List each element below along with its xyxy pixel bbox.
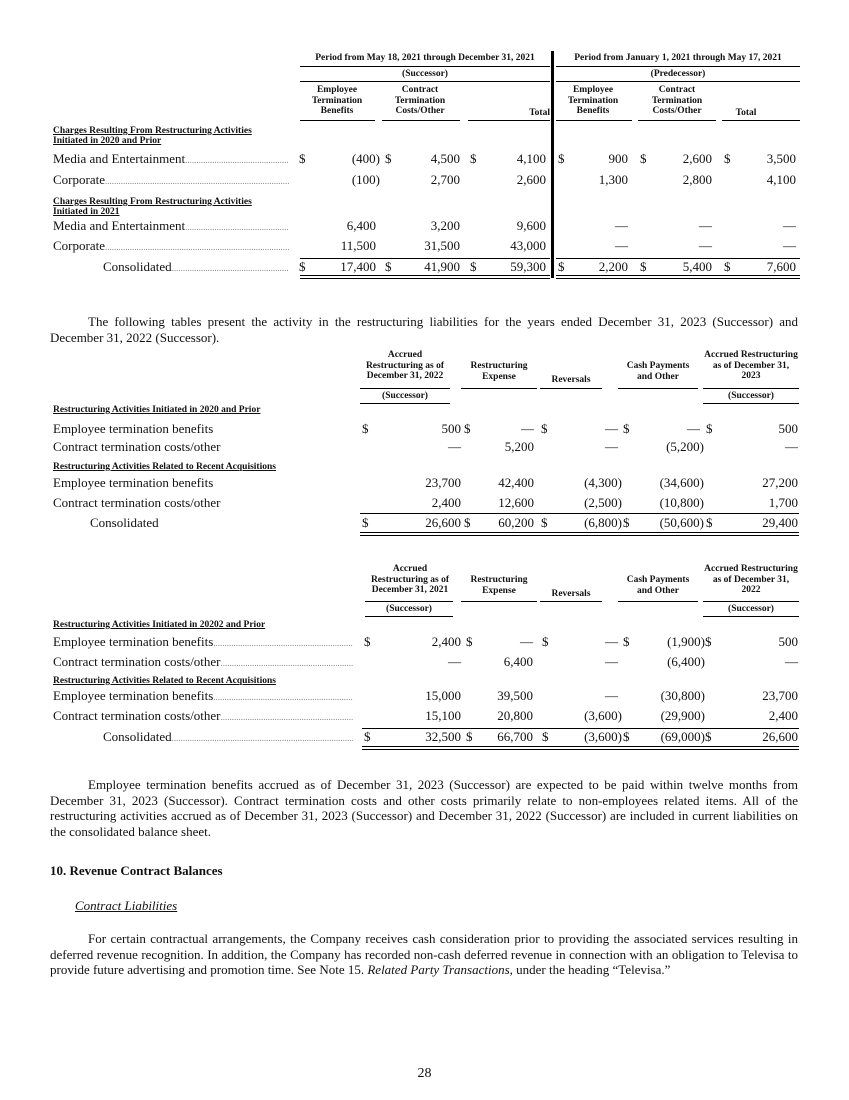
cell-value: —	[605, 634, 618, 649]
cell-value: 2,400	[431, 495, 461, 510]
row-label-text: Consolidated	[103, 259, 172, 274]
currency-symbol: $	[470, 259, 477, 274]
cell-value: (50,600)	[659, 515, 704, 530]
col-employee-termination: Employee Termination Benefits	[567, 85, 619, 116]
row-label-text: Employee termination benefits	[53, 475, 214, 490]
currency-symbol: $	[362, 421, 369, 436]
cell-value: 6,400	[346, 218, 376, 233]
cell-value: 500	[778, 421, 798, 436]
cell-value: 26,600	[762, 729, 798, 744]
currency-symbol: $	[385, 259, 392, 274]
cell-value: (6,400)	[667, 654, 705, 669]
cell-value: 42,400	[498, 475, 534, 490]
cell-value: —	[605, 654, 618, 669]
currency-symbol: $	[470, 151, 477, 166]
table-row	[0, 633, 849, 651]
period-predecessor-header: Period from January 1, 2021 through May 17, 2021	[574, 53, 782, 63]
row-label-text: Contract termination costs/other	[53, 439, 221, 454]
cell-value: 500	[441, 421, 461, 436]
cell-value: 2,400	[768, 708, 798, 723]
col-accrued-start: Accrued Restructuring as of December 31, 2021	[370, 564, 450, 595]
row-label-text: Employee termination benefits	[53, 634, 214, 649]
row-label	[53, 653, 353, 672]
cell-value: 900	[608, 151, 628, 166]
cell-value: 2,200	[598, 259, 628, 274]
cell-value: 1,300	[598, 172, 628, 187]
row-label	[53, 494, 221, 512]
col-restructuring-expense: Restructuring Expense	[470, 575, 528, 596]
section-label: Charges Resulting From Restructuring Activities Initiated in 2020 and Prior	[53, 126, 252, 146]
table-row	[0, 217, 849, 235]
cell-value: —	[448, 439, 461, 454]
row-label-text: Media and Entertainment	[53, 218, 186, 233]
cell-value: (5,200)	[666, 439, 704, 454]
currency-symbol: $	[364, 729, 371, 744]
table-row	[0, 237, 849, 255]
currency-symbol: $	[362, 515, 369, 530]
currency-symbol: $	[364, 634, 371, 649]
currency-symbol: $	[724, 151, 731, 166]
cell-value: 32,500	[425, 729, 461, 744]
cell-value: 2,700	[430, 172, 460, 187]
currency-symbol: $	[705, 729, 712, 744]
cell-value: 31,500	[424, 238, 460, 253]
subsection-heading: Contract Liabilities	[75, 898, 178, 913]
cell-value: 3,200	[430, 218, 460, 233]
cell-value: (1,900)	[667, 634, 705, 649]
currency-symbol: $	[623, 421, 630, 436]
cell-value: 5,400	[682, 259, 712, 274]
row-label	[103, 258, 289, 277]
currency-symbol: $	[466, 634, 473, 649]
table-row	[0, 474, 849, 492]
cell-value: 29,400	[762, 515, 798, 530]
cell-value: 23,700	[425, 475, 461, 490]
cell-value: 9,600	[516, 218, 546, 233]
successor-tag: (Successor)	[382, 391, 428, 401]
col-total: Total	[529, 108, 550, 118]
currency-symbol: $	[542, 729, 549, 744]
cell-value: —	[605, 421, 618, 436]
cell-value: 43,000	[510, 238, 546, 253]
cell-value: 2,600	[682, 151, 712, 166]
cell-value: —	[687, 421, 700, 436]
cell-value: 15,000	[425, 688, 461, 703]
cell-value: —	[520, 634, 533, 649]
cell-value: —	[699, 238, 712, 253]
successor-tag: (Successor)	[386, 604, 432, 614]
cell-value: —	[521, 421, 534, 436]
table-row	[0, 438, 849, 456]
row-label	[53, 438, 221, 456]
currency-symbol: $	[724, 259, 731, 274]
row-label-text: Employee termination benefits	[53, 421, 214, 436]
currency-symbol: $	[623, 634, 630, 649]
table-row	[0, 653, 849, 671]
cell-value: 66,700	[497, 729, 533, 744]
row-label	[53, 707, 353, 726]
cell-value: 2,600	[516, 172, 546, 187]
cell-value: (10,800)	[659, 495, 704, 510]
cell-value: —	[699, 218, 712, 233]
currency-symbol: $	[705, 634, 712, 649]
cell-value: 12,600	[498, 495, 534, 510]
cell-value: 20,800	[497, 708, 533, 723]
row-label-text: Media and Entertainment	[53, 151, 186, 166]
table-row	[0, 494, 849, 512]
successor-tag: (Successor)	[728, 391, 774, 401]
currency-symbol: $	[385, 151, 392, 166]
currency-symbol: $	[640, 151, 647, 166]
currency-symbol: $	[558, 151, 565, 166]
cell-value: (69,000)	[660, 729, 705, 744]
cell-value: 41,900	[424, 259, 460, 274]
section-label: Restructuring Activities Related to Recent Acquisitions	[53, 676, 276, 686]
col-total: Total	[735, 108, 757, 118]
cell-value: 3,500	[766, 151, 796, 166]
successor-tag: (Successor)	[402, 69, 448, 79]
row-label-text: Corporate	[53, 238, 105, 253]
cell-value: —	[448, 654, 461, 669]
cell-value: 15,100	[425, 708, 461, 723]
row-label	[53, 237, 289, 256]
currency-symbol: $	[542, 634, 549, 649]
cell-value: 26,600	[425, 515, 461, 530]
cell-value: (400)	[351, 151, 380, 166]
table-row	[0, 171, 849, 189]
row-label	[53, 171, 289, 190]
cell-value: 2,800	[682, 172, 712, 187]
cell-value: (30,800)	[660, 688, 705, 703]
cell-value: 11,500	[340, 238, 376, 253]
col-cash-payments: Cash Payments and Other	[626, 361, 690, 382]
cell-value: —	[785, 654, 798, 669]
cell-value: 1,700	[768, 495, 798, 510]
cell-value: 6,400	[503, 654, 533, 669]
currency-symbol: $	[706, 421, 713, 436]
cell-value: (4,300)	[584, 475, 622, 490]
cell-value: (3,600)	[584, 729, 622, 744]
currency-symbol: $	[541, 515, 548, 530]
row-label	[53, 150, 289, 169]
currency-symbol: $	[558, 259, 565, 274]
successor-tag: (Successor)	[728, 604, 774, 614]
cell-value: (3,600)	[584, 708, 622, 723]
cell-value: 7,600	[766, 259, 796, 274]
section-label: Restructuring Activities Related to Recent Acquisitions	[53, 462, 276, 472]
row-label-text: Contract termination costs/other	[53, 708, 221, 723]
table-row	[0, 687, 849, 705]
table-row	[0, 707, 849, 725]
row-label	[103, 728, 353, 747]
col-accrued-end: Accrued Restructuring as of December 31, 2022	[704, 564, 798, 595]
cell-value: 2,400	[431, 634, 461, 649]
page-number: 28	[417, 1066, 432, 1081]
cell-value: (2,500)	[584, 495, 622, 510]
col-employee-termination: Employee Termination Benefits	[311, 85, 363, 116]
currency-symbol: $	[541, 421, 548, 436]
cell-value: 59,300	[510, 259, 546, 274]
cell-value: —	[783, 238, 796, 253]
cell-value: 23,700	[762, 688, 798, 703]
section-label: Restructuring Activities Initiated in 20202 and Prior	[53, 620, 266, 630]
cell-value: 4,500	[430, 151, 460, 166]
row-label-text: Consolidated	[103, 729, 172, 744]
row-label	[53, 420, 213, 438]
cell-value: (6,800)	[584, 515, 622, 530]
cell-value: 39,500	[497, 688, 533, 703]
table-row	[0, 728, 849, 746]
table-row	[0, 150, 849, 168]
row-label	[53, 474, 213, 492]
cell-value: 5,200	[504, 439, 534, 454]
cell-value: —	[785, 439, 798, 454]
table-row	[0, 258, 849, 276]
col-accrued-start: Accrued Restructuring as of December 31, 2022	[365, 350, 445, 381]
currency-symbol: $	[464, 421, 471, 436]
row-label-text: Employee termination benefits	[53, 688, 214, 703]
row-label	[53, 633, 353, 652]
cell-value: —	[605, 688, 618, 703]
intro-paragraph: The following tables present the activity in the restructuring liabilities for the years ended December 31, 2023 (Successor) and December 31, 2022 (Successor).	[50, 314, 798, 345]
row-label-text: Contract termination costs/other	[53, 495, 221, 510]
currency-symbol: $	[623, 515, 630, 530]
currency-symbol: $	[623, 729, 630, 744]
cell-value: 60,200	[498, 515, 534, 530]
currency-symbol: $	[640, 259, 647, 274]
cell-value: (34,600)	[659, 475, 704, 490]
col-contract-termination: Contract Termination Costs/Other	[651, 85, 703, 116]
cell-value: (100)	[351, 172, 380, 187]
table-row	[0, 514, 849, 532]
cell-value: (29,900)	[660, 708, 705, 723]
row-label	[53, 687, 353, 706]
row-label-text: Corporate	[53, 172, 105, 187]
row-label	[53, 217, 289, 236]
currency-symbol: $	[299, 259, 306, 274]
currency-symbol: $	[706, 515, 713, 530]
cell-value: 4,100	[766, 172, 796, 187]
col-cash-payments: Cash Payments and Other	[626, 575, 690, 596]
cell-value: —	[783, 218, 796, 233]
col-contract-termination: Contract Termination Costs/Other	[394, 85, 446, 116]
predecessor-tag: (Predecessor)	[650, 69, 706, 79]
cell-value: 500	[778, 634, 798, 649]
currency-symbol: $	[299, 151, 306, 166]
currency-symbol: $	[466, 729, 473, 744]
cell-value: —	[615, 218, 628, 233]
cell-value: 4,100	[516, 151, 546, 166]
row-label	[90, 514, 159, 532]
cell-value: —	[605, 439, 618, 454]
section-label: Charges Resulting From Restructuring Activities Initiated in 2021	[53, 197, 252, 217]
contract-liabilities-paragraph: For certain contractual arrangements, the Company receives cash consideration prior to providing the associated services resulting in deferred revenue recognition. In addition, the Company has recorded non-cash deferred revenue in connection with an obligation to Televisa to provide future advertising and promotion time. See Note 15. Related Party Transactions, under the heading “Televisa.”	[50, 931, 798, 977]
row-label-text: Contract termination costs/other	[53, 654, 221, 669]
cell-value: 27,200	[762, 475, 798, 490]
section-heading: 10. Revenue Contract Balances	[50, 863, 223, 878]
col-reversals: Reversals	[551, 589, 591, 599]
section-label: Restructuring Activities Initiated in 2020 and Prior	[53, 405, 261, 415]
cell-value: 17,400	[340, 259, 376, 274]
currency-symbol: $	[464, 515, 471, 530]
accrual-paragraph: Employee termination benefits accrued as of December 31, 2023 (Successor) are expected to be paid within twelve months from December 31, 2023 (Successor). Contract termination costs and other costs primarily relate to non-employees related items. All of the restructuring activities accrued as of December 31, 2023 (Successor) and December 31, 2022 (Successor) are included in current liabilities on the consolidated balance sheet.	[50, 777, 798, 839]
row-label-text: Consolidated	[90, 515, 159, 530]
col-reversals: Reversals	[551, 375, 591, 385]
period-successor-header: Period from May 18, 2021 through December 31, 2021	[315, 53, 535, 63]
table-row	[0, 420, 849, 438]
col-restructuring-expense: Restructuring Expense	[470, 361, 528, 382]
col-accrued-end: Accrued Restructuring as of December 31, 2023	[704, 350, 798, 381]
cell-value: —	[615, 238, 628, 253]
